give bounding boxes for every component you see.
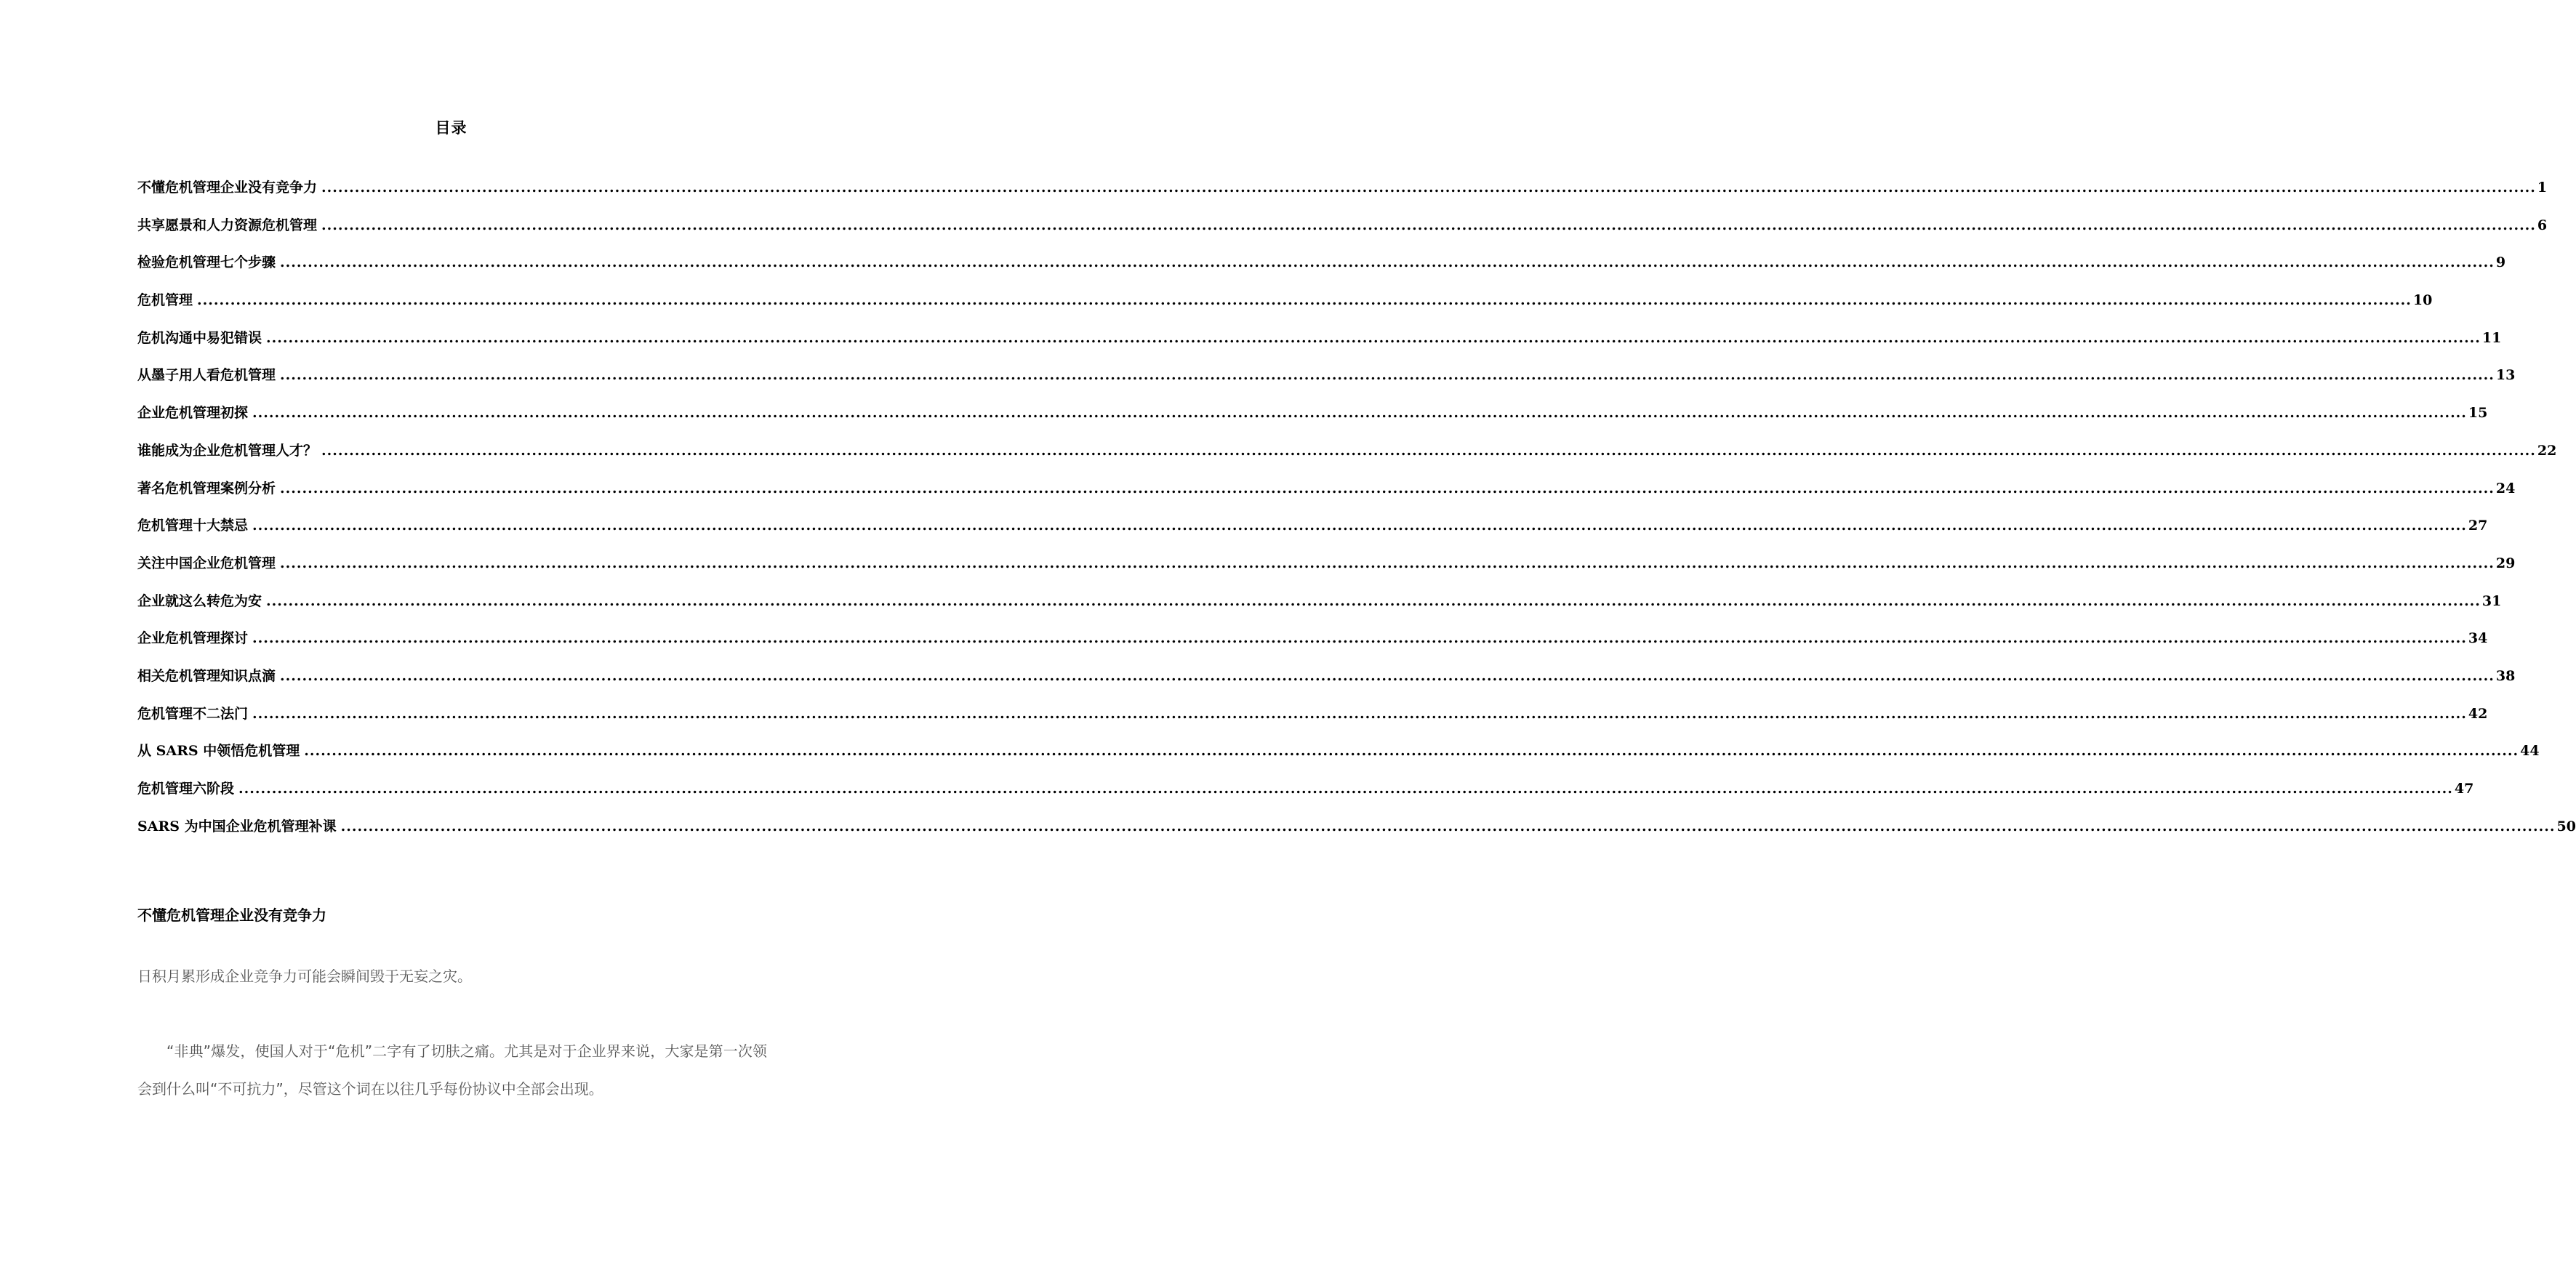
toc-entry[interactable] (137, 177, 2548, 214)
toc-entry[interactable] (137, 252, 2506, 289)
toc-entry[interactable] (137, 515, 2488, 552)
toc-entry[interactable] (137, 703, 2488, 741)
table-of-contents (137, 177, 2576, 853)
toc-entry[interactable] (137, 627, 2488, 665)
toc-entry-page-number: 34 (2468, 630, 2488, 647)
toc-entry-title: 检验危机管理七个步骤 (137, 254, 276, 271)
toc-entry-page-number: 38 (2495, 667, 2516, 684)
toc-dot-leader: ................................................................................................................................................................................................................................................................................................................................................................................................................ (304, 743, 2519, 760)
toc-entry-page-number: 44 (2520, 743, 2540, 760)
article-heading: 不懂危机管理企业没有竞争力 (137, 906, 326, 924)
toc-entry-title: 企业危机管理初探 (137, 405, 249, 422)
toc-dot-leader: ................................................................................................................................................................................................................................................................................................................................................................................................................ (321, 217, 2536, 233)
toc-dot-leader: ................................................................................................................................................................................................................................................................................................................................................................................................................ (280, 367, 2495, 384)
toc-entry-title: 从 SARS 中领悟危机管理 (137, 743, 300, 760)
article-subtitle: 日积月累形成企业竞争力可能会瞬间毁于无妄之灾。 (137, 968, 472, 985)
toc-entry-title: 谁能成为企业危机管理人才？ (137, 442, 318, 459)
toc-entry-title: 危机管理六阶段 (137, 781, 235, 797)
toc-entry[interactable] (137, 816, 2576, 853)
toc-entry-page-number: 42 (2468, 705, 2488, 722)
toc-entry[interactable] (137, 364, 2516, 402)
toc-entry-page-number: 6 (2537, 217, 2548, 233)
toc-entry-title: 不懂危机管理企业没有竞争力 (137, 180, 318, 196)
toc-entry[interactable] (137, 665, 2516, 703)
toc-dot-leader: ................................................................................................................................................................................................................................................................................................................................................................................................................ (197, 292, 2412, 309)
toc-dot-leader: ................................................................................................................................................................................................................................................................................................................................................................................................................ (266, 329, 2481, 346)
toc-entry-page-number: 27 (2468, 518, 2488, 534)
toc-dot-leader: ................................................................................................................................................................................................................................................................................................................................................................................................................ (252, 630, 2467, 647)
toc-entry-page-number: 50 (2556, 818, 2576, 834)
toc-heading: 目录 (435, 118, 468, 137)
toc-dot-leader: ................................................................................................................................................................................................................................................................................................................................................................................................................ (340, 818, 2556, 834)
toc-dot-leader: ................................................................................................................................................................................................................................................................................................................................................................................................................ (266, 592, 2481, 609)
toc-dot-leader: ................................................................................................................................................................................................................................................................................................................................................................................................................ (280, 555, 2495, 571)
toc-entry-title: 危机管理 (137, 292, 193, 309)
toc-entry-page-number: 10 (2412, 292, 2433, 309)
toc-dot-leader: ................................................................................................................................................................................................................................................................................................................................................................................................................ (321, 442, 2536, 459)
article-paragraph: “非典”爆发，使国人对于“危机”二字有了切肤之痛。尤其是对于企业界来说，大家是第一次领会到什么叫“不可抗力”，尽管这个词在以往几乎每份协议中全部会出现。 (137, 1042, 767, 1098)
toc-entry[interactable] (137, 590, 2502, 628)
toc-dot-leader: ................................................................................................................................................................................................................................................................................................................................................................................................................ (280, 480, 2495, 496)
toc-entry[interactable] (137, 214, 2548, 252)
toc-entry-page-number: 1 (2537, 180, 2548, 196)
toc-entry[interactable] (137, 552, 2516, 590)
toc-dot-leader: ................................................................................................................................................................................................................................................................................................................................................................................................................ (280, 254, 2495, 271)
toc-entry-page-number: 29 (2495, 555, 2516, 571)
toc-entry-page-number: 22 (2537, 442, 2557, 459)
toc-entry-title: 共享愿景和人力资源危机管理 (137, 217, 318, 233)
toc-dot-leader: ................................................................................................................................................................................................................................................................................................................................................................................................................ (238, 781, 2453, 797)
toc-entry[interactable] (137, 327, 2502, 365)
toc-entry[interactable] (137, 740, 2540, 778)
toc-entry-title: 危机管理十大禁忌 (137, 518, 249, 534)
toc-entry-page-number: 24 (2495, 480, 2516, 496)
toc-dot-leader: ................................................................................................................................................................................................................................................................................................................................................................................................................ (252, 705, 2467, 722)
toc-entry-page-number: 15 (2468, 405, 2488, 422)
toc-entry-title: 企业就这么转危为安 (137, 592, 262, 609)
toc-entry-title: 企业危机管理探讨 (137, 630, 249, 647)
toc-entry-page-number: 9 (2495, 254, 2506, 271)
toc-entry-page-number: 11 (2481, 329, 2502, 346)
toc-dot-leader: ................................................................................................................................................................................................................................................................................................................................................................................................................ (252, 405, 2467, 422)
toc-entry[interactable] (137, 440, 2557, 478)
toc-entry-title: 著名危机管理案例分析 (137, 480, 276, 496)
toc-entry-title: 从墨子用人看危机管理 (137, 367, 276, 384)
toc-dot-leader: ................................................................................................................................................................................................................................................................................................................................................................................................................ (252, 518, 2467, 534)
toc-dot-leader: ................................................................................................................................................................................................................................................................................................................................................................................................................ (321, 180, 2536, 196)
toc-entry-title: 相关危机管理知识点滴 (137, 667, 276, 684)
toc-entry-title: 关注中国企业危机管理 (137, 555, 276, 571)
toc-entry[interactable] (137, 289, 2433, 327)
toc-entry[interactable] (137, 402, 2488, 440)
toc-entry-title: SARS 为中国企业危机管理补课 (137, 818, 337, 834)
toc-entry-page-number: 13 (2495, 367, 2516, 384)
toc-entry-page-number: 31 (2481, 592, 2502, 609)
toc-entry[interactable] (137, 478, 2516, 515)
toc-entry-page-number: 47 (2454, 781, 2474, 797)
toc-entry-title: 危机沟通中易犯错误 (137, 329, 262, 346)
toc-dot-leader: ................................................................................................................................................................................................................................................................................................................................................................................................................ (280, 667, 2495, 684)
toc-entry[interactable] (137, 778, 2474, 816)
toc-entry-title: 危机管理不二法门 (137, 705, 249, 722)
